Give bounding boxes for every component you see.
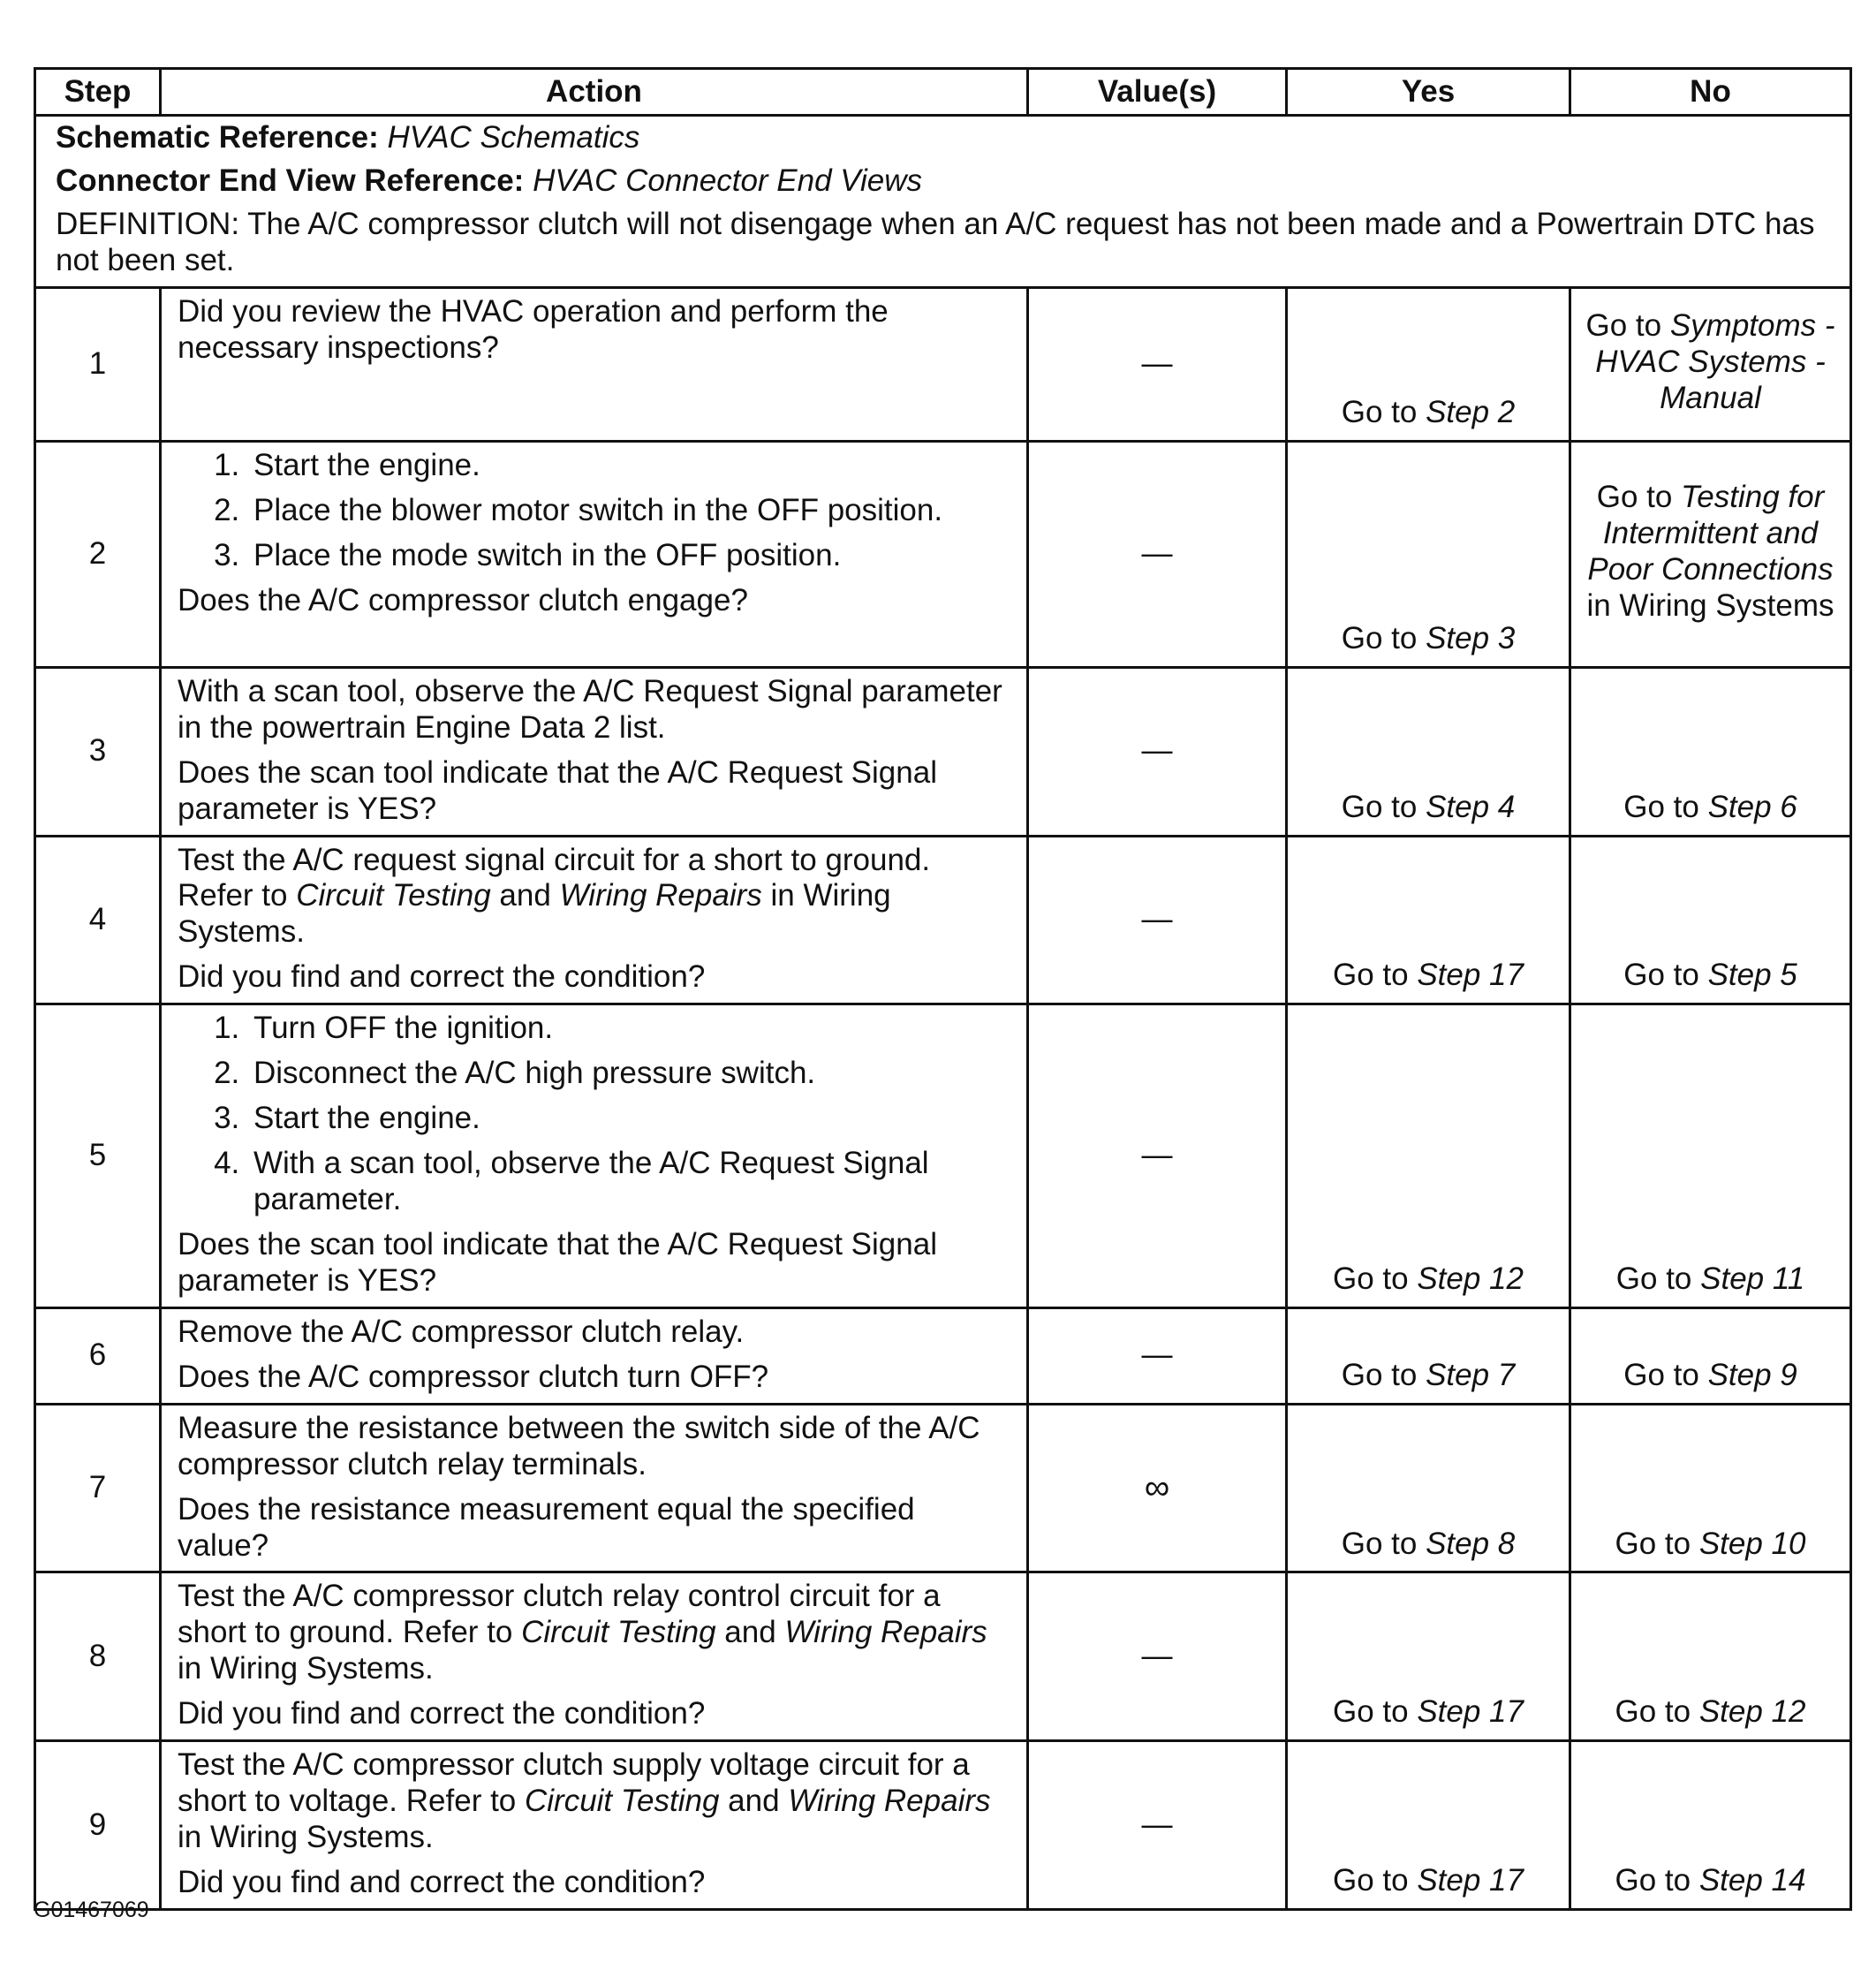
question-text: Does the resistance measurement equal the specified value? xyxy=(178,1491,915,1563)
list-item: 1. Turn OFF the ignition. xyxy=(248,1011,1014,1047)
no-cell xyxy=(1570,1404,1851,1572)
step-number: 1 xyxy=(35,287,161,441)
no-cell xyxy=(1570,1004,1851,1308)
table-row xyxy=(35,1307,1851,1404)
action-cell xyxy=(161,836,1028,1004)
yes-prefix: Go to xyxy=(1333,1261,1418,1296)
no-cell xyxy=(1570,1307,1851,1404)
yes-prefix: Go to xyxy=(1341,1357,1426,1392)
yes-link[interactable]: Step 17 xyxy=(1417,1694,1524,1730)
yes-cell xyxy=(1287,1404,1570,1572)
action-text-b: and xyxy=(719,1784,789,1819)
no-link[interactable]: Step 5 xyxy=(1707,958,1797,993)
value-cell: — xyxy=(1028,441,1287,667)
action-text: With a scan tool, observe the A/C Request Signal parameter in the powertrain Engine Data 2 list. xyxy=(178,673,1002,745)
wiring-repairs-link[interactable]: Wiring Repairs xyxy=(784,1615,987,1650)
question-text: Did you find and correct the condition? xyxy=(178,959,706,995)
no-suffix: in Wiring Systems xyxy=(1586,588,1834,624)
circuit-testing-link[interactable]: Circuit Testing xyxy=(521,1615,716,1650)
value-cell: — xyxy=(1028,1572,1287,1741)
action-text-a: Test the A/C request signal circuit for a short to ground. Refer to xyxy=(178,842,931,913)
no-cell xyxy=(1570,836,1851,1004)
no-cell xyxy=(1570,441,1851,667)
step-number: 7 xyxy=(35,1404,161,1572)
connector-reference-label: Connector End View Reference: xyxy=(56,163,525,198)
yes-prefix: Go to xyxy=(1341,1526,1426,1561)
yes-link[interactable]: Step 12 xyxy=(1417,1261,1524,1296)
action-cell xyxy=(161,667,1028,836)
no-link[interactable]: Step 9 xyxy=(1707,1357,1797,1392)
value-cell: — xyxy=(1028,1741,1287,1910)
question-text: Does the scan tool indicate that the A/C Request Signal parameter is YES? xyxy=(178,1226,937,1298)
value-cell: ∞ xyxy=(1028,1404,1287,1572)
diagnostic-table xyxy=(34,67,1852,1911)
action-text: Did you review the HVAC operation and perform the necessary inspections? xyxy=(178,293,889,365)
step-number: 5 xyxy=(35,1004,161,1308)
no-prefix: Go to xyxy=(1615,1863,1699,1898)
question-text: Does the A/C compressor clutch engage? xyxy=(178,582,748,617)
no-link[interactable]: Step 6 xyxy=(1707,789,1797,824)
action-cell xyxy=(161,287,1028,441)
action-text xyxy=(178,1579,1014,1687)
value-cell: — xyxy=(1028,667,1287,836)
step-number: 8 xyxy=(35,1572,161,1741)
question-text: Did you find and correct the condition? xyxy=(178,1865,706,1899)
step-number: 9 xyxy=(35,1741,161,1910)
no-link[interactable]: Testing for Intermittent and Poor Connections xyxy=(1587,480,1834,587)
yes-link[interactable]: Step 7 xyxy=(1426,1357,1516,1392)
yes-link[interactable]: Step 17 xyxy=(1417,1863,1524,1898)
action-text: Remove the A/C compressor clutch relay. xyxy=(178,1314,745,1349)
definition-text: DEFINITION: The A/C compressor clutch will not disengage when an A/C request has not been made and a Powertrain DTC has not been set. xyxy=(56,206,1815,277)
schematic-reference xyxy=(56,120,1837,156)
circuit-testing-link[interactable]: Circuit Testing xyxy=(524,1784,720,1819)
yes-prefix: Go to xyxy=(1341,789,1426,824)
no-cell xyxy=(1570,1572,1851,1741)
list-item: 4. With a scan tool, observe the A/C Request Signal parameter. xyxy=(248,1146,1014,1218)
action-text-c: in Wiring Systems. xyxy=(178,1651,434,1686)
no-link[interactable]: Step 11 xyxy=(1700,1261,1805,1296)
no-prefix: Go to xyxy=(1585,307,1670,343)
action-cell xyxy=(161,441,1028,667)
value-cell: — xyxy=(1028,1307,1287,1404)
schematic-reference-label: Schematic Reference: xyxy=(56,120,379,155)
no-link[interactable]: Step 14 xyxy=(1698,1863,1806,1898)
yes-prefix: Go to xyxy=(1341,620,1426,655)
table-row xyxy=(35,441,1851,667)
yes-link[interactable]: Step 8 xyxy=(1426,1526,1516,1561)
value-cell: — xyxy=(1028,1004,1287,1308)
procedure-list xyxy=(178,1011,1014,1218)
yes-cell xyxy=(1287,1572,1570,1741)
action-text-c: in Wiring Systems. xyxy=(178,1820,434,1855)
connector-reference xyxy=(56,163,1837,200)
table-row xyxy=(35,667,1851,836)
no-cell xyxy=(1570,667,1851,836)
no-link[interactable]: Step 10 xyxy=(1698,1526,1806,1561)
table-row xyxy=(35,1404,1851,1572)
header-yes: Yes xyxy=(1287,69,1570,116)
no-prefix: Go to xyxy=(1615,1694,1699,1730)
step-number: 6 xyxy=(35,1307,161,1404)
action-text-c: in Wiring Systems. xyxy=(178,878,891,950)
yes-cell xyxy=(1287,441,1570,667)
yes-link[interactable]: Step 3 xyxy=(1426,620,1516,655)
yes-cell xyxy=(1287,1307,1570,1404)
action-cell xyxy=(161,1307,1028,1404)
no-link[interactable]: Step 12 xyxy=(1698,1694,1806,1730)
list-item: 3. Place the mode switch in the OFF position. xyxy=(248,538,1014,574)
wiring-repairs-link[interactable]: Wiring Repairs xyxy=(559,878,762,913)
yes-cell xyxy=(1287,287,1570,441)
step-number: 4 xyxy=(35,836,161,1004)
yes-prefix: Go to xyxy=(1333,1694,1418,1730)
no-prefix: Go to xyxy=(1596,480,1682,515)
action-cell xyxy=(161,1572,1028,1741)
question-text: Does the A/C compressor clutch turn OFF? xyxy=(178,1359,769,1394)
header-row xyxy=(35,69,1851,116)
action-text-a: Test the A/C compressor clutch supply voltage circuit for a short to voltage. Refer to xyxy=(178,1747,970,1819)
yes-cell xyxy=(1287,836,1570,1004)
yes-link[interactable]: Step 4 xyxy=(1426,789,1516,824)
action-text-b: and xyxy=(715,1615,785,1650)
yes-cell xyxy=(1287,667,1570,836)
reference-cell xyxy=(35,116,1851,288)
step-number: 2 xyxy=(35,441,161,667)
circuit-testing-link[interactable]: Circuit Testing xyxy=(296,878,491,913)
yes-prefix: Go to xyxy=(1333,958,1418,993)
header-values: Value(s) xyxy=(1028,69,1287,116)
table-row xyxy=(35,1572,1851,1741)
step-number: 3 xyxy=(35,667,161,836)
question-text: Did you find and correct the condition? xyxy=(178,1696,706,1731)
action-cell xyxy=(161,1004,1028,1308)
connector-reference-link[interactable]: HVAC Connector End Views xyxy=(533,163,923,198)
figure-id-label: G01467069 xyxy=(34,1898,149,1922)
action-text-b: and xyxy=(490,878,560,913)
no-prefix: Go to xyxy=(1623,1357,1708,1392)
action-text-a: Test the A/C compressor clutch relay control circuit for a short to ground. Refer to xyxy=(178,1579,941,1650)
no-cell xyxy=(1570,1741,1851,1910)
action-text: Measure the resistance between the switch side of the A/C compressor clutch relay terminals. xyxy=(178,1410,980,1481)
table-row xyxy=(35,287,1851,441)
yes-cell xyxy=(1287,1741,1570,1910)
procedure-list xyxy=(178,448,1014,574)
value-cell: — xyxy=(1028,287,1287,441)
list-item: 2. Place the blower motor switch in the OFF position. xyxy=(248,493,1014,529)
list-item: 1. Start the engine. xyxy=(248,448,1014,484)
header-step: Step xyxy=(35,69,161,116)
schematic-reference-link[interactable]: HVAC Schematics xyxy=(387,120,640,155)
yes-prefix: Go to xyxy=(1341,394,1426,429)
yes-link[interactable]: Step 2 xyxy=(1426,394,1516,429)
list-item: 2. Disconnect the A/C high pressure switch. xyxy=(248,1056,1014,1092)
value-cell: — xyxy=(1028,836,1287,1004)
action-cell xyxy=(161,1741,1028,1910)
no-prefix: Go to xyxy=(1615,1261,1701,1296)
header-no: No xyxy=(1570,69,1851,116)
yes-link[interactable]: Step 17 xyxy=(1417,958,1524,993)
wiring-repairs-link[interactable]: Wiring Repairs xyxy=(788,1784,991,1819)
action-cell xyxy=(161,1404,1028,1572)
question-text: Does the scan tool indicate that the A/C Request Signal parameter is YES? xyxy=(178,754,937,826)
yes-prefix: Go to xyxy=(1333,1863,1418,1898)
list-item: 3. Start the engine. xyxy=(248,1101,1014,1137)
no-link[interactable]: Symptoms - HVAC Systems - Manual xyxy=(1595,307,1835,415)
table-row xyxy=(35,836,1851,1004)
no-prefix: Go to xyxy=(1623,789,1708,824)
yes-cell xyxy=(1287,1004,1570,1308)
table-row xyxy=(35,1741,1851,1910)
no-cell xyxy=(1570,287,1851,441)
action-text xyxy=(178,1747,1014,1856)
action-text xyxy=(178,843,1014,951)
reference-row xyxy=(35,116,1851,288)
header-action: Action xyxy=(161,69,1028,116)
no-prefix: Go to xyxy=(1615,1526,1699,1561)
no-prefix: Go to xyxy=(1623,958,1708,993)
table-row xyxy=(35,1004,1851,1308)
